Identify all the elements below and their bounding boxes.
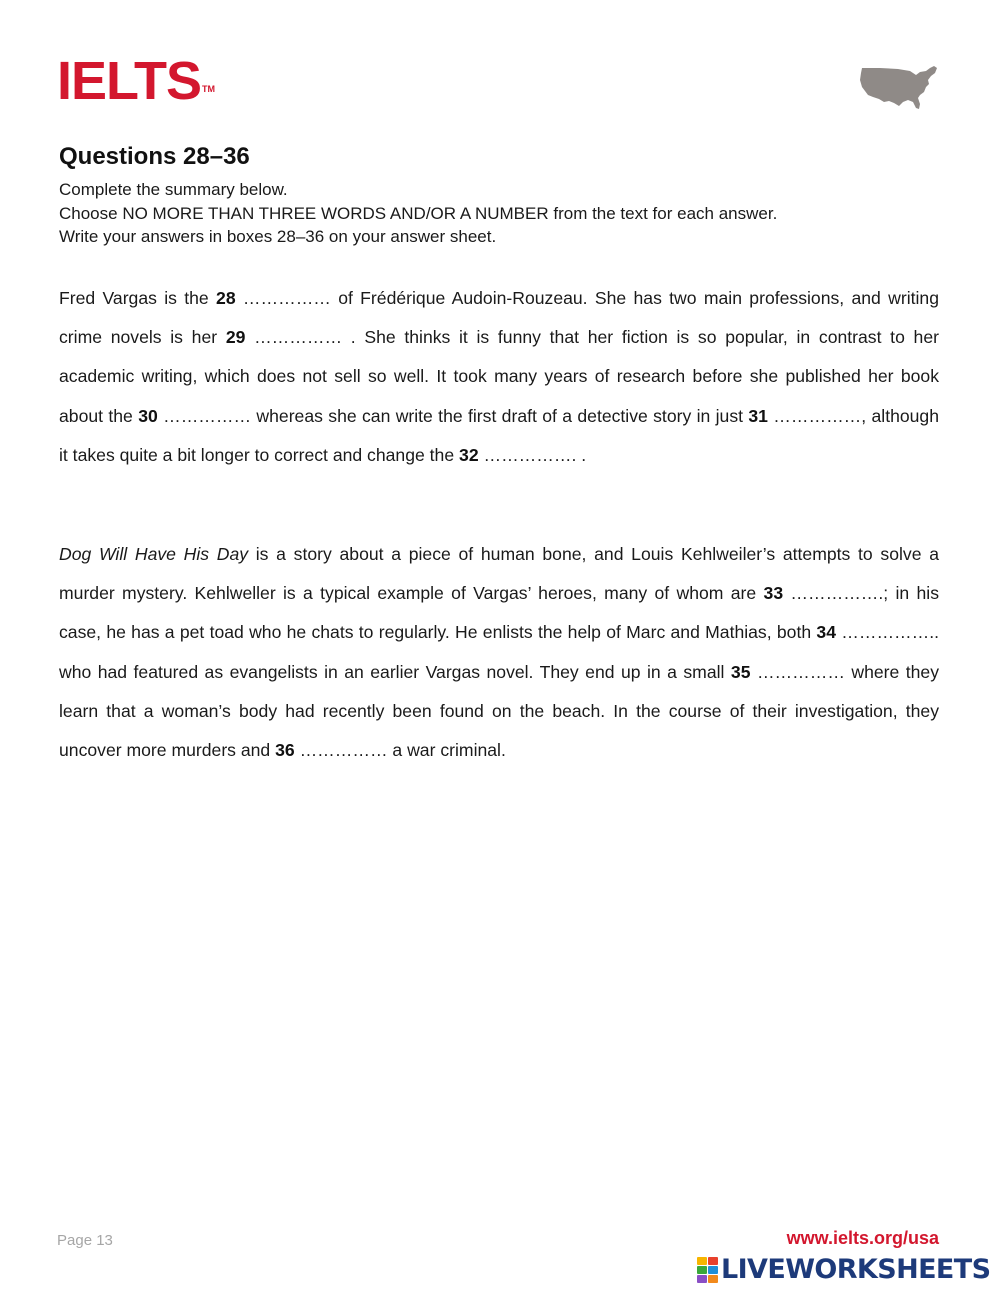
summary-text: …………….. who had featured as evangelists in an earlier Vargas novel. They end up in a small (59, 622, 939, 682)
questions-title: Questions 28–36 (59, 143, 250, 170)
instructions (59, 178, 939, 249)
instruction-line: Write your answers in boxes 28–36 on your answer sheet. (59, 227, 497, 246)
summary-text: …………….; in his case, he has a pet toad who he chats to regularly. He enlists the help of Marc and Mathias, both (59, 583, 940, 643)
question-number-33: 33 (763, 583, 784, 604)
website-link[interactable]: www.ielts.org/usa (786, 1228, 939, 1248)
question-number-28: 28 (216, 288, 236, 308)
summary-text: …………… of Frédérique Audoin-Rouzeau. She has two main professions, and writing crime novels is her (59, 288, 939, 348)
summary-text: …………… a war criminal. (294, 740, 506, 761)
question-number-36: 36 (275, 740, 295, 761)
summary-text: …………… where they learn that a woman’s body had recently been found on the beach. In the course of their investigation, they uncover more murders and (59, 661, 939, 761)
liveworksheets-wordmark: LIVEWORKSHEETS (721, 1254, 991, 1285)
summary-text: …………… whereas she can write the first draft of a detective story in just (157, 405, 749, 426)
summary-text: Fred Vargas is the (59, 288, 217, 308)
book-title: Dog Will Have His Day (59, 544, 249, 564)
instruction-line: Complete the summary below. (59, 180, 288, 199)
liveworksheets-logo-icon (697, 1257, 718, 1283)
question-number-35: 35 (730, 661, 751, 682)
usa-map-icon (858, 62, 940, 112)
summary-text: ……………. . (478, 444, 587, 465)
question-number-30: 30 (138, 405, 158, 426)
page-number: Page 13 (57, 1232, 113, 1249)
liveworksheets-watermark (697, 1254, 990, 1286)
summary-text: is a story about a piece of human bone, and Louis Kehlweiler’s attempts to solve a murder mystery. Kehlweller is a typical example of Vargas’ heroes, many of whom are (59, 544, 939, 604)
summary-text: …………… . She thinks it is funny that her fiction is so popular, in contrast to her academic writing, which does not sell so well. It took many years of research before she published her book about the (59, 327, 939, 426)
trademark: TM (202, 84, 216, 94)
summary-text: ……………, although it takes quite a bit longer to correct and change the (59, 405, 940, 465)
instruction-line: Choose NO MORE THAN THREE WORDS AND/OR A NUMBER from the text for each answer. (59, 203, 778, 223)
ielts-logo: IELTS™ (57, 51, 216, 111)
question-number-32: 32 (459, 444, 479, 465)
question-number-34: 34 (816, 622, 836, 643)
summary-paragraph-2 (59, 535, 939, 770)
summary-paragraph-1 (59, 279, 939, 475)
question-number-29: 29 (225, 327, 246, 348)
question-number-31: 31 (748, 405, 768, 426)
